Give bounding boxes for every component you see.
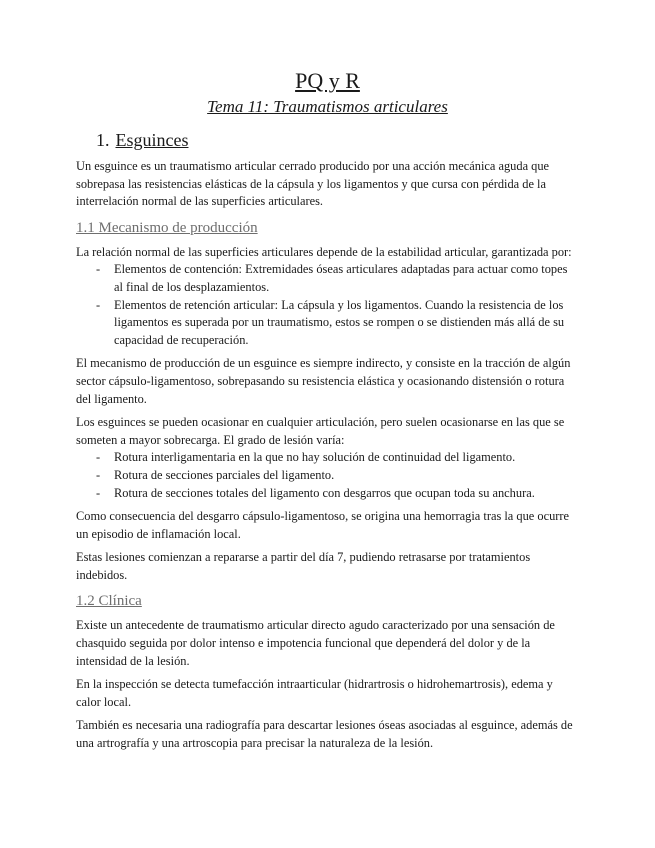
list-item-text: Rotura interligamentaria en la que no hay solución de continuidad del ligamento. [114,450,516,465]
dash-bullet: - [96,450,101,465]
mecanismo-paragraph-3: Los esguinces se pueden ocasionar en cualquier articulación, pero suelen ocasionarse en las que se someten a mayor sobrecarga. El grado de lesión varía: [76,415,565,447]
clinica-paragraph-3: También es necesaria una radiografía para descartar lesiones óseas asociadas al esguince, además de una artrografía y una artroscopia para precisar la naturaleza de la lesión. [76,718,573,751]
list-item [96,485,579,503]
dash-bullet: - [96,485,101,500]
list-item [96,261,579,296]
list-item [96,297,579,350]
retention-list [76,261,579,349]
mecanismo-paragraph-2: El mecanismo de producción de un esguince es siempre indirecto, y consiste en la tracción de algún sector cápsulo-ligamentoso, sobrepasando su resistencia elástica y ocasionando distensión o rotura del ligamento. [76,356,571,406]
dash-bullet: - [96,467,101,482]
intro-paragraph: Un esguince es un traumatismo articular cerrado producido por una acción mecánica aguda que sobrepasa las resistencias elásticas de la cápsula y los ligamentos y que cursa con pérdida de la interrelación normal de las superficies articulares. [76,159,550,209]
list-item-text: Rotura de secciones totales del ligamento con desgarros que ocupan toda su anchura. [114,485,535,500]
subheading-clinica: 1.2 Clínica [76,593,142,610]
document-subtitle: Tema 11: Traumatismos articulares [207,97,448,116]
list-item [96,467,579,485]
document-title: PQ y R [295,68,360,93]
mecanismo-paragraph-1: La relación normal de las superficies articulares depende de la estabilidad articular, garantizada por: [76,244,572,259]
clinica-paragraph-1: Existe un antecedente de traumatismo articular directo agudo caracterizado por una sensación de chasquido seguida por dolor intenso e impotencia funcional que dependerá del dolor y de la intensidad de la lesión. [76,618,555,668]
mecanismo-paragraph-4: Como consecuencia del desgarro cápsulo-ligamentoso, se origina una hemorragia tras la que ocurre un episodio de inflamación local. [76,509,570,541]
section-number: 1. [96,130,110,150]
list-item-text: Elementos de contención: Extremidades óseas articulares adaptadas para actuar como topes al final de los desplazamientos. [114,262,568,294]
section-title: Esguinces [115,130,189,150]
list-item-text: Elementos de retención articular: La cápsula y los ligamentos. Cuando la resistencia de los ligamentos es superada por un traumatismo, estos se rompen o se distienden más allá de su capacidad de recuperación. [114,297,565,347]
dash-bullet: - [96,262,101,277]
subheading-mecanismo: 1.1 Mecanismo de producción [76,219,258,236]
lesion-grade-list [76,449,579,502]
clinica-paragraph-2: En la inspección se detecta tumefacción intraarticular (hidrartrosis o hidrohemartrosis), edema y calor local. [76,677,553,709]
list-item-text: Rotura de secciones parciales del ligamento. [114,467,335,482]
dash-bullet: - [96,297,101,312]
mecanismo-paragraph-5: Estas lesiones comienzan a repararse a partir del día 7, pudiendo retrasarse por tratamientos indebidos. [76,550,531,582]
section-heading-esguinces [76,128,579,152]
list-item [96,449,579,467]
